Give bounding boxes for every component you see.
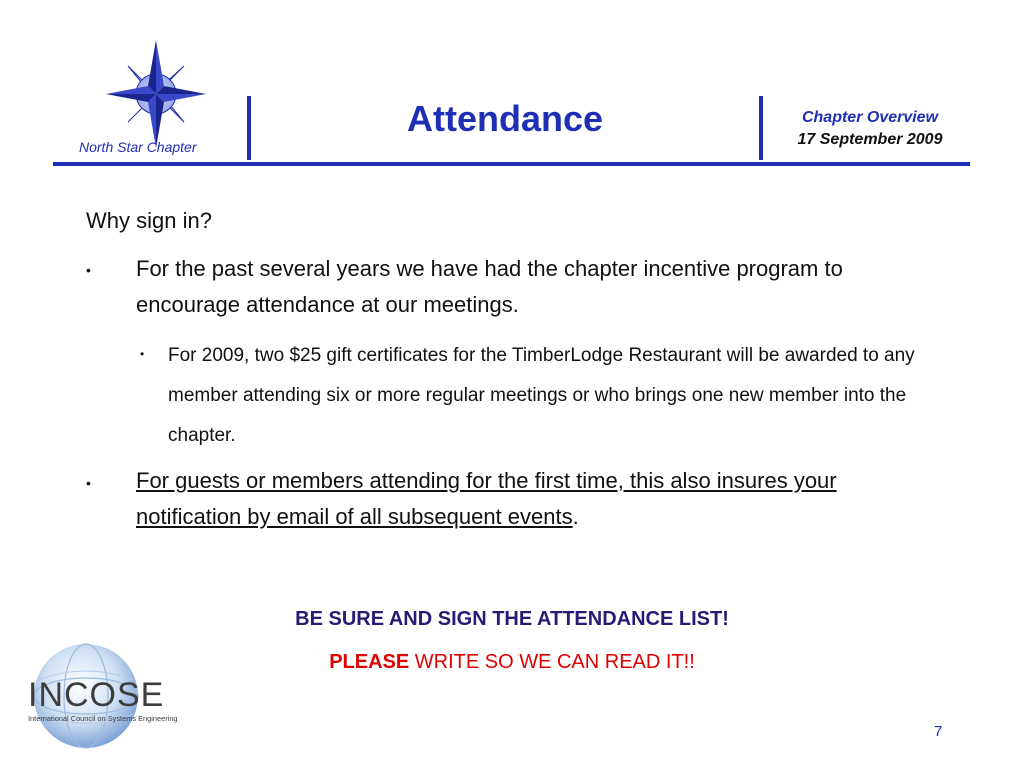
intro-text: Why sign in?: [86, 208, 212, 233]
bullet-marker: •: [86, 475, 91, 491]
header-rule: [53, 162, 970, 166]
sign-attendance-note: BE SURE AND SIGN THE ATTENDANCE LIST!: [295, 608, 729, 630]
overview-label: Chapter Overview: [801, 109, 939, 126]
sub-bullet-marker: •: [140, 347, 145, 361]
please-word: PLEASE: [329, 651, 410, 673]
title-divider-right: [759, 96, 763, 160]
incose-tagline: International Council on Systems Engineering: [28, 714, 178, 723]
bullet-first-time-notice: [136, 463, 926, 535]
north-star-logo: [104, 38, 208, 150]
incose-logo: [24, 642, 194, 750]
overview-date: 17 September 2009: [797, 131, 943, 148]
chapter-name: North Star Chapter: [79, 139, 197, 155]
first-time-notice-underlined: For guests or members attending for the first time, this also insures your notification by email of all subsequent events: [136, 468, 837, 529]
slide-title: Attendance: [406, 98, 604, 139]
page-number: 7: [934, 723, 943, 740]
incose-wordmark: INCOSE: [28, 676, 165, 714]
bullet-marker: •: [86, 262, 91, 278]
sub-bullet-gift-certificates: For 2009, two $25 gift certificates for the TimberLodge Restaurant will be awarded to any member attending six or more regular meetings or who brings one new member into the chapter.: [168, 345, 915, 446]
first-time-notice-end: .: [572, 504, 579, 529]
please-rest: WRITE SO WE CAN READ IT!!: [409, 651, 695, 673]
bullet-incentive-program: For the past several years we have had the chapter incentive program to encourage attendance at our meetings.: [136, 256, 843, 317]
